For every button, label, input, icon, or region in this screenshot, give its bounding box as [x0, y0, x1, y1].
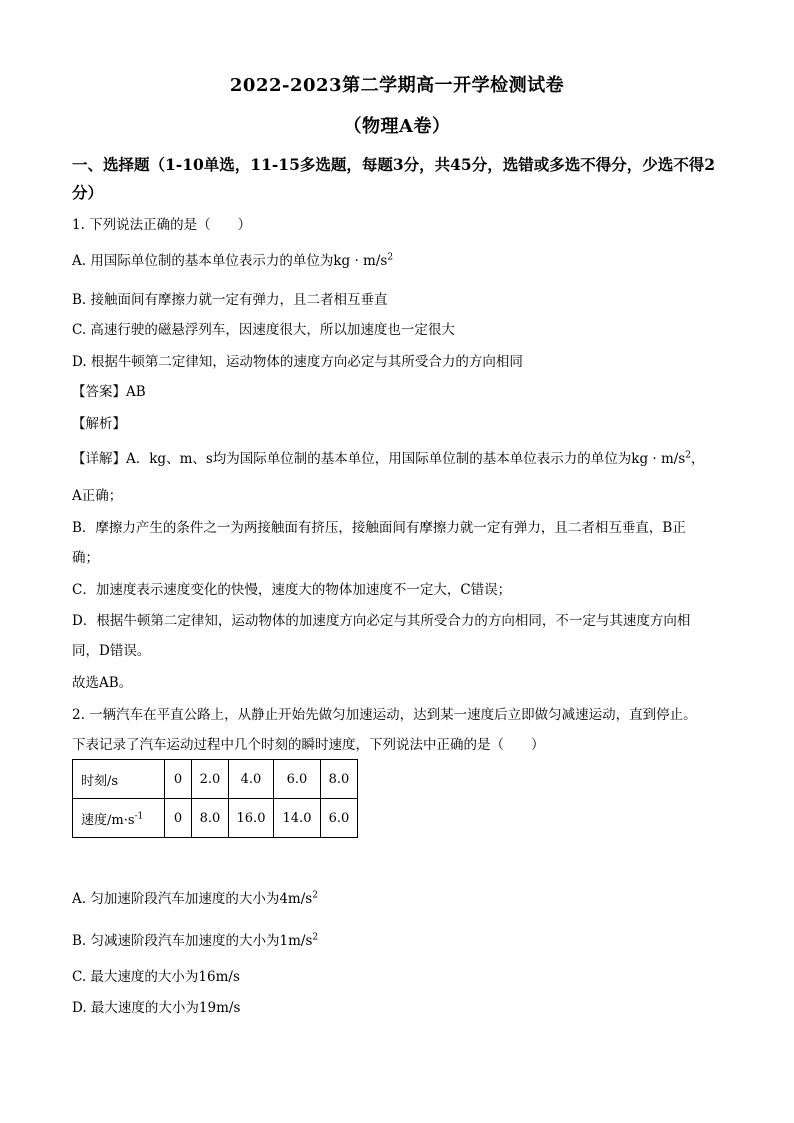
q2-option-b: [72, 929, 318, 949]
q2-stem: 2. 一辆汽车在平直公路上，从静止开始先做匀加速运动，达到某一速度后立即做匀减速运动，直到停止。: [72, 707, 697, 723]
section-heading: 一、选择题（1-10单选，11-15多选题，每题3分，共45分，选错或多选不得分，少选不得2: [72, 155, 716, 174]
q1-stem: 1. 下列说法正确的是（ ）: [72, 217, 252, 233]
q2-stem-cont: 下表记录了汽车运动过程中几个时刻的瞬时速度，下列说法中正确的是（ ）: [72, 737, 545, 753]
q1-detail-sup: 2: [685, 450, 692, 461]
table-cell: 6.0: [321, 799, 358, 838]
q1-option-a-text: A. 用国际单位制的基本单位表示力的单位为kg · m/s: [72, 253, 388, 269]
table-header-text: 速度/m·s: [81, 812, 135, 828]
page-subtitle: （物理A卷）: [343, 116, 451, 137]
table-cell: 16.0: [229, 799, 274, 838]
table-header-cell: 时刻/s: [73, 760, 165, 799]
table-header-cell: [73, 799, 165, 838]
table-cell: 4.0: [229, 760, 274, 799]
page-title: 2022-2023第二学期高一开学检测试卷: [229, 75, 565, 96]
q1-detail-text: 【详解】A．kg、m、s均为国际单位制的基本单位，用国际单位制的基本单位表示力的单位为kg · m/s: [72, 451, 686, 467]
table-row: [73, 760, 358, 799]
table-cell: 6.0: [274, 760, 321, 799]
q2-option-d: D. 最大速度的大小为19m/s: [72, 1000, 241, 1016]
q2-option-b-sup: 2: [312, 932, 319, 943]
q1-detail-line: A正确；: [72, 488, 123, 504]
q1-detail-line: 确；: [72, 550, 99, 566]
q2-option-b-text: B. 匀减速阶段汽车加速度的大小为1m/s: [72, 933, 313, 949]
q1-detail-end: ，: [691, 451, 705, 467]
q2-option-a-text: A. 匀加速阶段汽车加速度的大小为4m/s: [72, 891, 313, 907]
table-cell: 8.0: [192, 799, 229, 838]
q2-option-c: C. 最大速度的大小为16m/s: [72, 969, 240, 985]
q1-option-a-sup: 2: [387, 252, 394, 263]
q2-option-a-sup: 2: [312, 890, 318, 901]
table-cell: 0: [165, 799, 192, 838]
q1-detail-line: B．摩擦力产生的条件之一为两接触面有挤压，接触面间有摩擦力就一定有弹力，且二者相互垂直，B正: [72, 520, 686, 536]
q1-option-a: [72, 249, 393, 269]
q1-detail-line: 同，D错误。: [72, 643, 151, 659]
q1-option-c: C. 高速行驶的磁悬浮列车，因速度很大，所以加速度也一定很大: [72, 322, 455, 338]
velocity-table: [72, 759, 358, 838]
q2-option-a: [72, 887, 318, 907]
table-cell: 2.0: [192, 760, 229, 799]
q1-answer: 【答案】AB: [72, 384, 146, 400]
q1-analysis-label: 【解析】: [72, 416, 126, 432]
table-cell: 14.0: [274, 799, 321, 838]
q1-detail-line: [72, 447, 705, 467]
table-row: [73, 799, 358, 838]
q1-conclusion: 故选AB。: [72, 675, 133, 691]
section-heading-cont: 分）: [72, 183, 104, 202]
q1-detail-line: C．加速度表示速度变化的快慢，速度大的物体加速度不一定大，C错误；: [72, 582, 512, 598]
q1-detail-line: D．根据牛顿第二定律知，运动物体的加速度方向必定与其所受合力的方向相同，不一定与其速度方向相: [72, 613, 691, 629]
q1-option-b: B. 接触面间有摩擦力就一定有弹力，且二者相互垂直: [72, 292, 388, 308]
table-cell: 0: [165, 760, 192, 799]
table-header-sup: -1: [134, 811, 144, 822]
q1-option-d: D. 根据牛顿第二定律知，运动物体的速度方向必定与其所受合力的方向相同: [72, 354, 523, 370]
table-cell: 8.0: [321, 760, 358, 799]
